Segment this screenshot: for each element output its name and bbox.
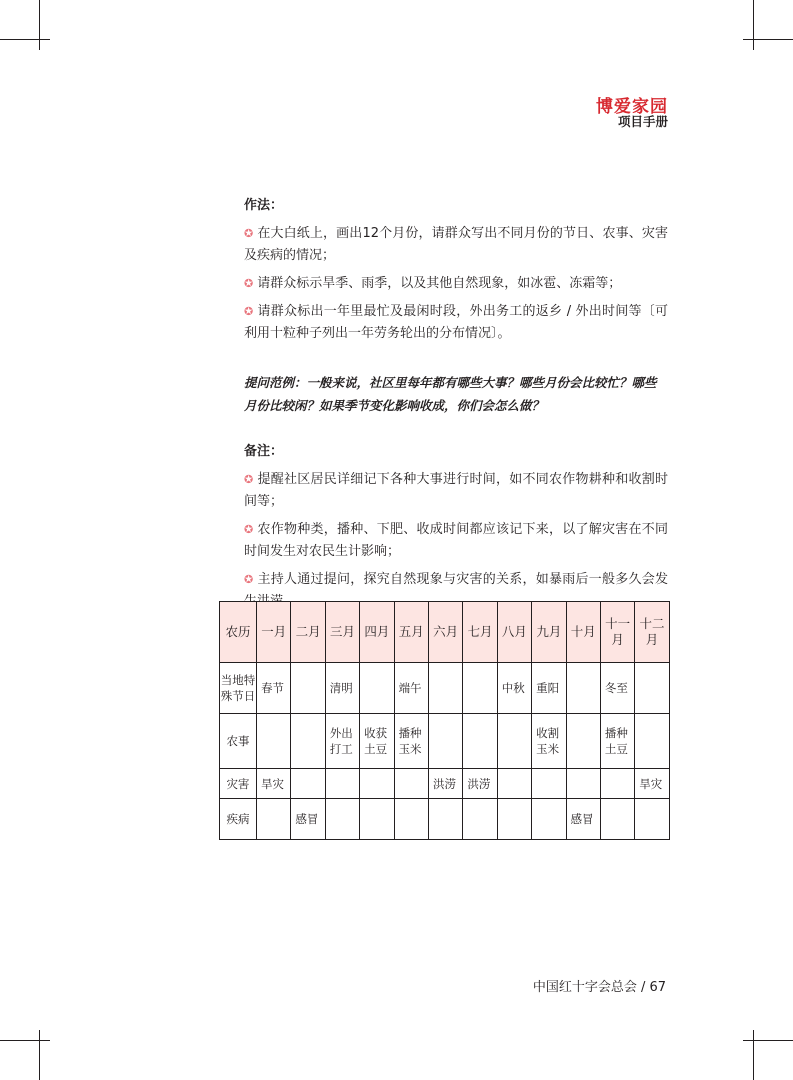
table-row [220,663,670,714]
table-header-cell: 四月 [360,602,394,663]
table-cell [635,714,669,769]
table-cell [428,663,462,714]
page-footer: 中国红十字会总会 / 67 [532,980,666,995]
table-cell: 播种 玉米 [394,714,428,769]
notes-item: ✪ 提醒社区居民详细记下各种大事进行时间，如不同农作物耕种和收割时间等； [244,469,668,513]
crop-mark [743,1040,793,1041]
crop-mark [743,39,793,40]
table-cell [325,769,359,799]
method-item: ✪ 请群众标出一年里最忙及最闲时段，外出务工的返乡 / 外出时间等〔可利用十粒种子列出一年劳务轮出的分布情况〕。 [244,301,668,345]
table-cell: 播种 土豆 [600,714,634,769]
table-cell [566,769,600,799]
table-cell: 中秋 [497,663,531,714]
notes-heading: 备注： [244,444,284,459]
bullet-icon: ✪ [244,277,254,290]
notes-item: ✪ 主持人通过提问，探究自然现象与灾害的关系，如暴雨后一般多久会发 [244,569,668,613]
table-cell [291,769,325,799]
table-cell [497,714,531,769]
table-cell [394,799,428,840]
method-item: ✪ 在大白纸上，画出12个月份，请群众写出不同月份的节日、农事、灾害及疾病的情况； [244,223,668,267]
row-label-cell: 疾病 [220,799,257,840]
table-cell [428,799,462,840]
table-cell: 收获 土豆 [360,714,394,769]
table-cell [532,769,566,799]
table-header-cell: 十月 [566,602,600,663]
table-cell [325,799,359,840]
example-questions: 提问范例：一般来说，社区里每年都有哪些大事？哪些月份会比较忙？哪些月份比较闲？如果季节变化影响收成，你们会怎么做？ [244,375,657,413]
method-heading: 作法： [244,198,284,213]
table-cell [360,769,394,799]
table-cell [428,714,462,769]
notes-item: ✪ 农作物种类，播种、下肥、收成时间都应该记下来，以了解灾害在不同时间发生对农民生计影响； [244,519,668,563]
table-cell: 洪涝 [428,769,462,799]
table-cell: 感冒 [291,799,325,840]
table-cell [635,799,669,840]
table-row [220,714,670,769]
table-cell [566,663,600,714]
crop-mark [0,1040,50,1041]
table-header-cell: 十二 月 [635,602,669,663]
table-header-cell: 六月 [428,602,462,663]
table-cell: 洪涝 [463,769,497,799]
table-cell [394,769,428,799]
header-title: 博爱家园 [596,97,668,117]
table-cell: 收割 玉米 [532,714,566,769]
table-cell: 春节 [257,663,291,714]
table-cell [463,663,497,714]
table-cell: 感冒 [566,799,600,840]
table-cell [532,799,566,840]
table-header-cell: 七月 [463,602,497,663]
bullet-icon: ✪ [244,473,254,486]
table-cell [291,714,325,769]
table-cell [463,799,497,840]
table-header-cell: 二月 [291,602,325,663]
table-cell [600,799,634,840]
table-cell [257,799,291,840]
table-header-cell: 一月 [257,602,291,663]
bullet-icon: ✪ [244,573,254,586]
row-label-cell: 当地特 殊节日 [220,663,257,714]
table-cell: 清明 [325,663,359,714]
crop-mark [753,1030,754,1080]
crop-mark [753,0,754,50]
row-label-cell: 灾害 [220,769,257,799]
crop-mark [39,0,40,50]
crop-mark [0,39,50,40]
crop-mark [39,1030,40,1080]
main-content [244,195,668,619]
table-row [220,799,670,840]
table-cell [360,799,394,840]
bullet-icon: ✪ [244,523,254,536]
table-header-row [220,602,670,663]
table-cell: 重阳 [532,663,566,714]
table-header-cell: 九月 [532,602,566,663]
table-cell [291,663,325,714]
table-cell: 端午 [394,663,428,714]
row-label-cell: 农事 [220,714,257,769]
seasonal-calendar-table [219,601,670,840]
table-cell: 外出 打工 [325,714,359,769]
table-header-cell: 三月 [325,602,359,663]
bullet-icon: ✪ [244,305,254,318]
table-header-cell: 十一 月 [600,602,634,663]
table-row [220,769,670,799]
table-cell [257,714,291,769]
table-cell [497,769,531,799]
table-cell: 冬至 [600,663,634,714]
table-cell: 旱灾 [257,769,291,799]
table-cell [566,714,600,769]
table-cell [600,769,634,799]
bullet-icon: ✪ [244,227,254,240]
method-item: ✪ 请群众标示旱季、雨季，以及其他自然现象，如冰雹、冻霜等； [244,273,668,295]
header-subtitle: 项目手册 [617,114,668,129]
table-cell [497,799,531,840]
table-cell [635,663,669,714]
table-cell: 旱灾 [635,769,669,799]
table-header-cell: 五月 [394,602,428,663]
table-cell [360,663,394,714]
table-cell [463,714,497,769]
table-header-cell: 农历 [220,602,257,663]
table-header-cell: 八月 [497,602,531,663]
